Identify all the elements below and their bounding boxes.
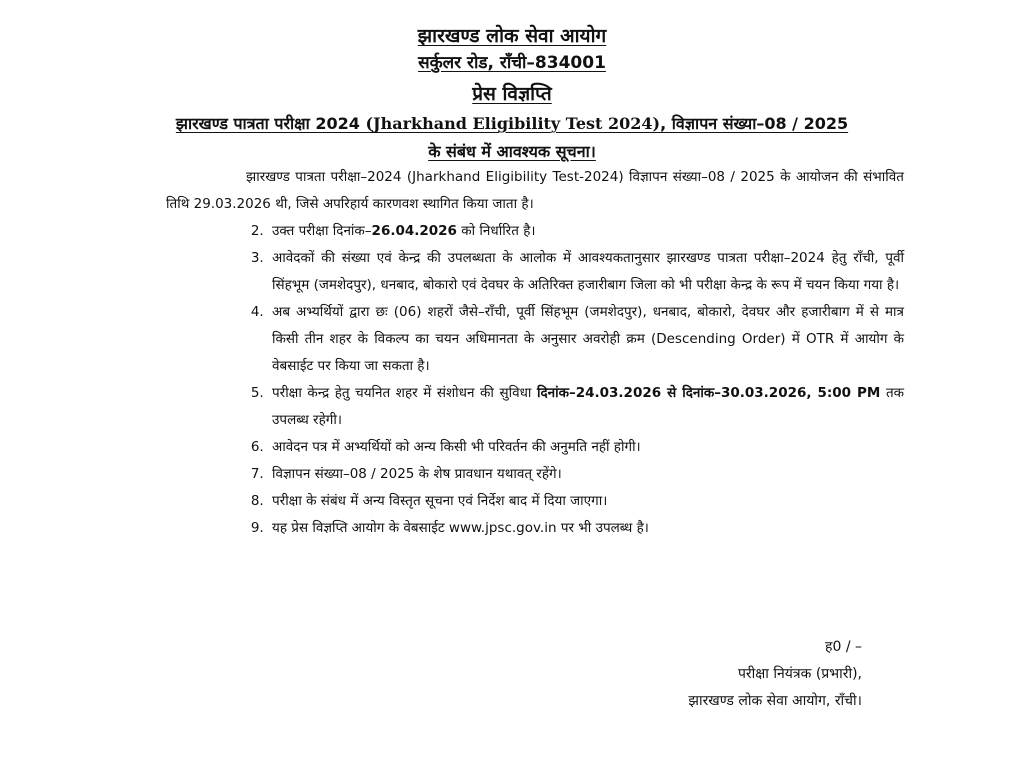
- list-item-5: [268, 380, 904, 434]
- org-address: सर्कुलर रोड, राँची–834001: [418, 53, 606, 73]
- subject-exam-name: झारखण्ड पात्रता परीक्षा 2024: [175, 114, 360, 133]
- modification-window: दिनांक–24.03.2026 से दिनांक–30.03.2026, 5:00 PM: [536, 385, 881, 401]
- document-type: प्रेस विज्ञप्ति: [472, 83, 552, 105]
- exam-date: 26.04.2026: [371, 223, 457, 239]
- signature-sd: ह0 / –: [825, 639, 862, 655]
- item-2-text: उक्त परीक्षा दिनांक–: [272, 223, 372, 239]
- subject-line-2: के संबंध में आवश्यक सूचना।: [428, 142, 596, 161]
- item-5-suffix: तक उपलब्ध रहेगी।: [272, 385, 905, 428]
- item-2-suffix: को निर्धारित है।: [456, 223, 536, 239]
- signatory-organization: झारखण्ड लोक सेवा आयोग, राँची।: [688, 693, 862, 709]
- subject-line-1: [0, 112, 1024, 134]
- notice-body: [166, 164, 904, 542]
- org-name: झारखण्ड लोक सेवा आयोग: [417, 25, 607, 47]
- list-item-2: [268, 218, 904, 245]
- list-item-4: 4. अब अभ्यर्थियों द्वारा छः (06) शहरों जैसे–राँची, पूर्वी सिंहभूम (जमशेदपुर), धनबाद, बोकारो, देवघर और हजारीबाग में से मात्र किसी तीन शहर के विकल्प का चयन अधिमानता के अनुसार अवरोही क्रम (Descending Order) में OTR में आयोग के वेबसाईट पर किया जा सकता है।: [268, 299, 904, 380]
- subject-exam-english: (Jharkhand Eligibility Test 2024): [365, 114, 661, 133]
- subject-advertisement-no: , विज्ञापन संख्या–08 / 2025: [660, 114, 849, 133]
- signature-block: [688, 634, 862, 715]
- list-item-9: 9. यह प्रेस विज्ञप्ति आयोग के वेबसाईट www.jpsc.gov.in पर भी उपलब्ध है।: [268, 515, 904, 542]
- signatory-designation: परीक्षा नियंत्रक (प्रभारी),: [737, 666, 862, 682]
- notice-points-list: [166, 218, 904, 542]
- list-item-6: 6. आवेदन पत्र में अभ्यर्थियों को अन्य किसी भी परिवर्तन की अनुमति नहीं होगी।: [268, 434, 904, 461]
- list-item-8: 8. परीक्षा के संबंध में अन्य विस्तृत सूचना एवं निर्देश बाद में दिया जाएगा।: [268, 488, 904, 515]
- item-5-text: परीक्षा केन्द्र हेतु चयनित शहर में संशोधन की सुविधा: [272, 385, 537, 401]
- list-item-3: 3. आवेदकों की संख्या एवं केन्द्र की उपलब्धता के आलोक में आवश्यकतानुसार झारखण्ड पात्रता परीक्षा–2024 हेतु राँची, पूर्वी सिंहभूम (जमशेदपुर), धनबाद, बोकारो एवं देवघर के अतिरिक्त हजारीबाग जिला को भी परीक्षा केन्द्र के रूप में चयन किया गया है।: [268, 245, 904, 299]
- list-item-7: 7. विज्ञापन संख्या–08 / 2025 के शेष प्रावधान यथावत् रहेंगे।: [268, 461, 904, 488]
- intro-paragraph: झारखण्ड पात्रता परीक्षा–2024 (Jharkhand Eligibility Test-2024) विज्ञापन संख्या–08 / 2025 के आयोजन की संभावित तिथि 29.03.2026 थी, जिसे अपरिहार्य कारणवश स्थागित किया जाता है।: [166, 169, 904, 212]
